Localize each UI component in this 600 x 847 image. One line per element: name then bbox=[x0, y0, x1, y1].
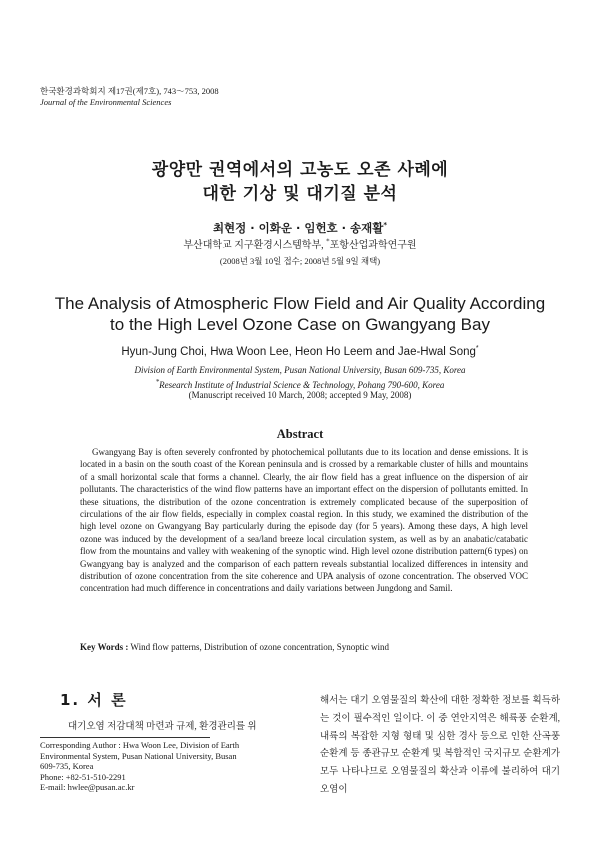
corresponding-author-footnote bbox=[40, 740, 300, 793]
korean-authors-names: 최현정 · 이화운 · 임헌호 · 송재활 bbox=[212, 221, 384, 235]
footnote-line: 609-735, Korea bbox=[40, 761, 94, 771]
affiliation-2: Research Institute of Industrial Science & Technology, Pohang 790-600, Korea bbox=[159, 380, 445, 390]
affiliation-2-line bbox=[0, 376, 600, 391]
keywords-list: Wind flow patterns, Distribution of ozone concentration, Synoptic wind bbox=[128, 642, 390, 652]
korean-affiliation bbox=[0, 236, 600, 251]
footnote-line: Environmental System, Pusan National University, Busan bbox=[40, 750, 237, 761]
journal-name-korean: 한국환경과학회지 제17권(제7호), 743～753, 2008 bbox=[40, 86, 219, 96]
korean-title bbox=[0, 158, 600, 206]
footnote-email: E-mail: hwlee@pusan.ac.kr bbox=[40, 782, 135, 792]
korean-dates: (2008년 3월 10일 접수; 2008년 5월 9일 채택) bbox=[219, 256, 381, 266]
english-title bbox=[0, 293, 600, 335]
korean-title-line2: 대한 기상 및 대기질 분석 bbox=[202, 184, 398, 204]
footnote-phone: Phone: +82-51-510-2291 bbox=[40, 771, 126, 782]
footnote-line: Corresponding Author : Hwa Woon Lee, Division of Earth bbox=[40, 740, 240, 750]
english-authors-mark: * bbox=[475, 345, 479, 352]
english-authors bbox=[0, 345, 600, 358]
journal-header bbox=[40, 86, 219, 108]
manuscript-dates: (Manuscript received 10 March, 2008; accepted 9 May, 2008) bbox=[188, 390, 412, 400]
affiliation-2-mark: * bbox=[155, 378, 160, 386]
abstract-heading: Abstract bbox=[276, 427, 324, 441]
korean-affiliation-2-mark: * bbox=[326, 237, 330, 246]
abstract-body: Gwangyang Bay is often severely confronted by photochemical pollutants due to its location and dense emissions. It is located in a basin on the south coast of the Korean peninsula and is crossed by a remarkable cluster of hills and mountains of a small horizontal scale that forms a channel. Clearly, the air flow field has a great influence on the dispersion of air pollutants. The characteristics of the wind flow patterns have an important effect on the dispersion of pollutants emitted. In these situations, the distribution of the ozone concentration is extremely complicated because of the superposition of circulations of the air flow fields, especially in complex coastal region. In this study, we examined the distribution of the high level ozone on Gwangyang Bay particularly during the episode day (for 5 years). Among these days, A high level ozone was induced by the development of a sea/land breeze local circulation system, as well as by an anabatic/catabatic flow from the mountains and valley with weakening of the synoptic wind. High level ozone distribution pattern(6 types) on Gwangyang bay is analyzed and the comparison of each pattern reveals substantial localized differences in intensity and distribution of ozone concentration from the site coherence and UPA analysis of ozone concentration. The observed VOC concentration had much difference in concentrations and daily variations between Jungdong and Samil. bbox=[80, 447, 528, 594]
keywords-label: Key Words : bbox=[80, 642, 129, 652]
journal-name-english: Journal of the Environmental Sciences bbox=[40, 97, 172, 107]
intro-paragraph-left: 대기오염 저감대책 마련과 규제, 환경관리를 위 bbox=[68, 722, 257, 732]
keywords bbox=[80, 642, 540, 652]
section-heading-introduction: 1. 서 론 bbox=[60, 691, 128, 709]
korean-affiliation-2: 포항산업과학연구원 bbox=[329, 240, 417, 251]
intro-paragraph-right: 해서는 대기 오염물질의 확산에 대한 정확한 정보를 획득하는 것이 필수적인 일이다. 이 중 연안지역은 해륙풍 순환계, 내륙의 복잡한 지형 형태 및 심한 경사 등으로 인한 산곡풍 순환계 등 종관규모 순환계 및 복합적인 국지규모 순환계가 모두 나타나므로 오염물질의 확산과 이류에 불리하여 대기오염이 bbox=[320, 696, 560, 795]
korean-affiliation-1: 부산대학교 지구환경시스템학부, bbox=[183, 240, 327, 251]
affiliation-1: Division of Earth Environmental System, Pusan National University, Busan 609-735, Korea bbox=[134, 365, 466, 375]
korean-authors bbox=[0, 220, 600, 236]
english-authors-names: Hyun-Jung Choi, Hwa Woon Lee, Heon Ho Leem and Jae-Hwal Song bbox=[121, 345, 476, 358]
footnote-rule bbox=[40, 737, 210, 738]
korean-authors-mark: * bbox=[383, 221, 388, 230]
korean-title-line1: 광양만 권역에서의 고농도 오존 사례에 bbox=[151, 160, 449, 180]
english-title-line2: to the High Level Ozone Case on Gwangyang Bay bbox=[110, 315, 490, 334]
english-affiliations bbox=[0, 364, 600, 391]
english-title-line1: The Analysis of Atmospheric Flow Field and Air Quality According bbox=[54, 294, 546, 313]
